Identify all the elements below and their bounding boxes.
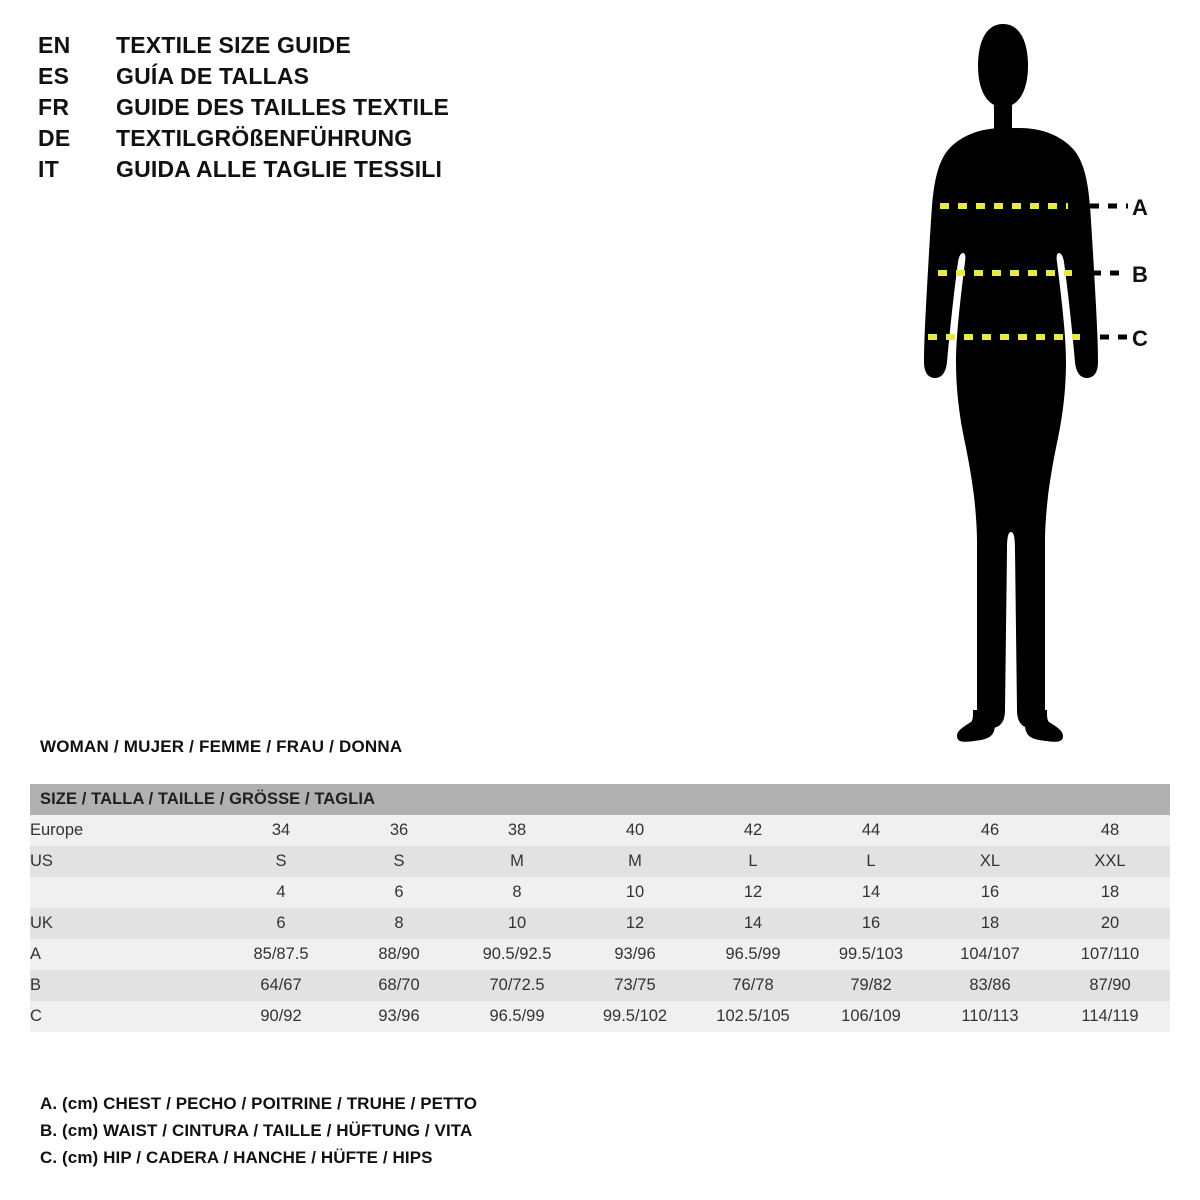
row-label-c: C <box>30 1007 42 1025</box>
cell-b-4: 76/78 <box>732 976 774 994</box>
cell-us-6: XL <box>979 852 1001 870</box>
row-label-b: B <box>30 976 42 994</box>
cell-us-2: M <box>510 852 524 870</box>
cell-usnum-0: 4 <box>276 883 286 901</box>
cell-c-6: 110/113 <box>961 1007 1019 1025</box>
cell-a-6: 104/107 <box>960 945 1020 963</box>
cell-us-7: XXL <box>1094 852 1126 870</box>
title-text-it: GUIDA ALLE TAGLIE TESSILI <box>116 156 443 182</box>
legend-line-c: C. (cm) HIP / CADERA / HANCHE / HÜFTE / HIPS <box>40 1148 433 1167</box>
title-row-it <box>38 156 598 187</box>
cell-usnum-6: 16 <box>980 883 1000 901</box>
female-body-silhouette-icon <box>860 10 1190 755</box>
cell-uk-1: 8 <box>394 914 404 932</box>
cell-b-0: 64/67 <box>260 976 302 994</box>
cell-usnum-1: 6 <box>394 883 404 901</box>
cell-b-2: 70/72.5 <box>489 976 545 994</box>
title-row-en <box>38 32 598 63</box>
row-label-europe: Europe <box>30 821 84 839</box>
title-lang-en: EN <box>38 32 71 58</box>
cell-europe-2: 38 <box>507 821 527 839</box>
cell-uk-5: 16 <box>861 914 881 932</box>
title-text-fr: GUIDE DES TAILLES TEXTILE <box>116 94 449 120</box>
cell-usnum-2: 8 <box>512 883 522 901</box>
cell-a-1: 88/90 <box>378 945 420 963</box>
cell-b-7: 87/90 <box>1089 976 1131 994</box>
cell-a-4: 96.5/99 <box>725 945 781 963</box>
table-row <box>30 877 1170 908</box>
table-row <box>30 815 1170 846</box>
cell-a-0: 85/87.5 <box>253 945 309 963</box>
cell-c-1: 93/96 <box>378 1007 420 1025</box>
legend-line-b: B. (cm) WAIST / CINTURA / TAILLE / HÜFTUNG / VITA <box>40 1121 473 1140</box>
cell-a-5: 99.5/103 <box>838 945 904 963</box>
table-row <box>30 970 1170 1001</box>
row-label-a: A <box>30 945 42 963</box>
cell-europe-1: 36 <box>389 821 409 839</box>
title-text-es: GUÍA DE TALLAS <box>116 63 310 89</box>
cell-uk-7: 20 <box>1100 914 1120 932</box>
cell-c-4: 102.5/105 <box>716 1007 790 1025</box>
cell-us-5: L <box>866 852 876 870</box>
title-row-es <box>38 63 598 94</box>
cell-europe-4: 42 <box>743 821 763 839</box>
cell-us-4: L <box>748 852 758 870</box>
table-row <box>30 939 1170 970</box>
cell-us-3: M <box>628 852 642 870</box>
legend-line-a: A. (cm) CHEST / PECHO / POITRINE / TRUHE / PETTO <box>40 1094 478 1113</box>
cell-b-3: 73/75 <box>614 976 656 994</box>
cell-europe-0: 34 <box>271 821 291 839</box>
title-lang-de: DE <box>38 125 71 151</box>
row-label-us-numeric <box>30 877 222 908</box>
table-row <box>30 846 1170 877</box>
cell-us-0: S <box>275 852 287 870</box>
cell-uk-3: 12 <box>625 914 645 932</box>
cell-europe-3: 40 <box>625 821 645 839</box>
table-row <box>30 908 1170 939</box>
title-text-de: TEXTILGRÖßENFÜHRUNG <box>116 125 413 151</box>
marker-label-a: A <box>1132 195 1148 220</box>
cell-uk-6: 18 <box>980 914 1000 932</box>
cell-c-0: 90/92 <box>260 1007 302 1025</box>
title-lang-fr: FR <box>38 94 70 120</box>
cell-a-2: 90.5/92.5 <box>482 945 552 963</box>
row-label-uk: UK <box>30 914 53 932</box>
cell-a-3: 93/96 <box>614 945 656 963</box>
title-text-en: TEXTILE SIZE GUIDE <box>116 32 351 58</box>
table-row <box>30 1001 1170 1032</box>
title-block <box>38 32 598 187</box>
cell-europe-5: 44 <box>861 821 881 839</box>
section-caption: WOMAN / MUJER / FEMME / FRAU / DONNA <box>40 737 403 756</box>
title-lang-es: ES <box>38 63 70 89</box>
cell-usnum-7: 18 <box>1100 883 1120 901</box>
cell-a-7: 107/110 <box>1080 945 1140 963</box>
cell-b-1: 68/70 <box>378 976 420 994</box>
body-figure <box>860 10 1190 755</box>
cell-europe-7: 48 <box>1100 821 1120 839</box>
cell-b-5: 79/82 <box>850 976 892 994</box>
cell-uk-2: 10 <box>507 914 527 932</box>
cell-b-6: 83/86 <box>969 976 1011 994</box>
cell-usnum-3: 10 <box>625 883 645 901</box>
cell-uk-0: 6 <box>276 914 286 932</box>
cell-us-1: S <box>393 852 405 870</box>
title-row-de <box>38 125 598 156</box>
cell-usnum-5: 14 <box>861 883 881 901</box>
title-lang-it: IT <box>38 156 60 182</box>
measurement-legend <box>40 1090 740 1171</box>
cell-uk-4: 14 <box>743 914 763 932</box>
cell-c-5: 106/109 <box>841 1007 901 1025</box>
title-row-fr <box>38 94 598 125</box>
cell-europe-6: 46 <box>980 821 1000 839</box>
marker-label-c: C <box>1132 326 1148 351</box>
size-table <box>30 784 1170 1032</box>
cell-c-3: 99.5/102 <box>602 1007 668 1025</box>
cell-c-2: 96.5/99 <box>489 1007 545 1025</box>
cell-c-7: 114/119 <box>1081 1007 1139 1025</box>
marker-label-b: B <box>1132 262 1148 287</box>
table-header-row <box>30 784 1170 815</box>
table-header-label: SIZE / TALLA / TAILLE / GRÖSSE / TAGLIA <box>40 790 376 808</box>
cell-usnum-4: 12 <box>743 883 763 901</box>
row-label-us: US <box>30 852 53 870</box>
